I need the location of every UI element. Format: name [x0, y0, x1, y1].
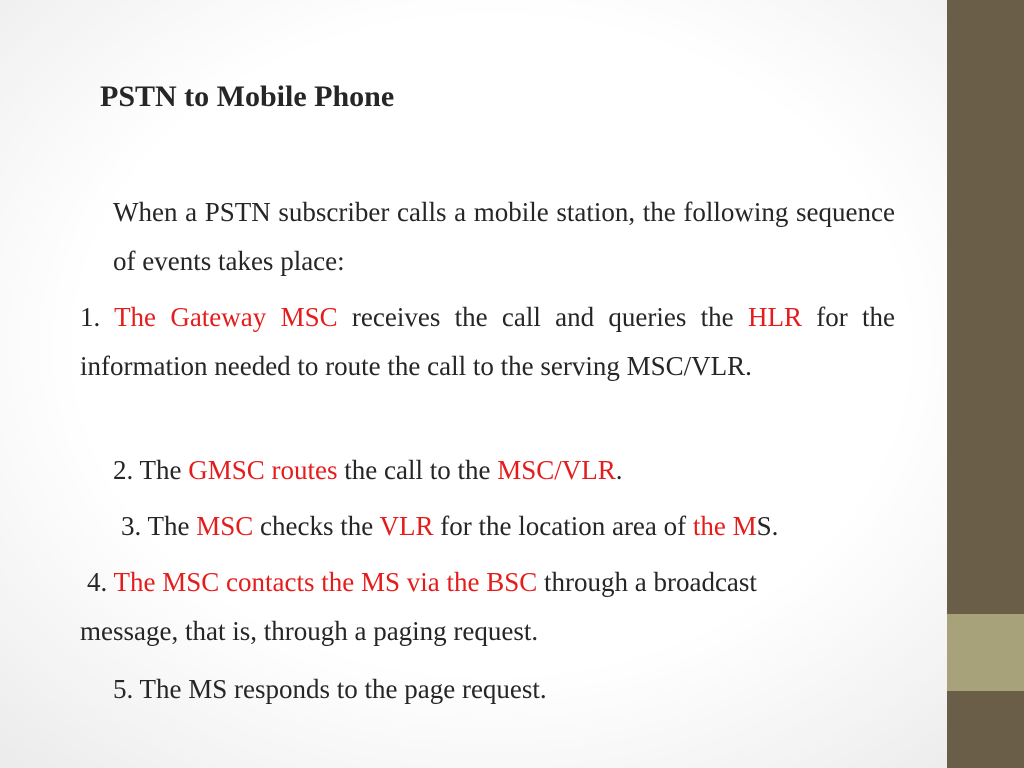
step-4-highlight-msc-contacts: The MSC contacts the MS via the BSC [113, 567, 538, 597]
step-3-highlight-msc: MSC [196, 511, 254, 541]
step-2-highlight-gmsc-routes: GMSC routes [188, 455, 338, 485]
step-4-number: 4. [87, 567, 114, 597]
step-2-highlight-msc-vlr: MSC/VLR [497, 455, 616, 485]
step-2-text-end: . [615, 455, 623, 485]
step-3 [121, 502, 895, 551]
slide-title: PSTN to Mobile Phone [100, 80, 395, 113]
step-2 [113, 446, 895, 495]
step-1 [80, 293, 895, 391]
step-1-highlight-hlr: HLR [747, 302, 802, 332]
step-3-highlight-the-m: the M [692, 511, 757, 541]
step-4 [80, 558, 895, 656]
step-1-text-end: for the information needed to route the call to the serving MSC/VLR. [80, 302, 895, 381]
step-4-text-continued: message, that is, through a paging request. [80, 616, 539, 646]
step-3-text: checks the [253, 511, 380, 541]
step-2-number: 2. The [113, 455, 189, 485]
step-1-highlight-gateway-msc: The Gateway MSC [114, 302, 338, 332]
step-3-text-end: S. [756, 511, 779, 541]
step-2-text: the call to the [337, 455, 498, 485]
step-4-text: through a broadcast [537, 567, 757, 597]
sidebar-accent-block [947, 614, 1024, 691]
step-5: 5. The MS responds to the page request. [113, 674, 547, 704]
step-3-highlight-vlr: VLR [379, 511, 434, 541]
intro-paragraph: When a PSTN subscriber calls a mobile station, the following sequence of events takes place: [113, 197, 895, 276]
step-3-number: 3. The [121, 511, 197, 541]
step-1-text: receives the call and queries the [337, 302, 748, 332]
step-1-number: 1. [80, 302, 115, 332]
step-3-text-mid: for the location area of [433, 511, 693, 541]
